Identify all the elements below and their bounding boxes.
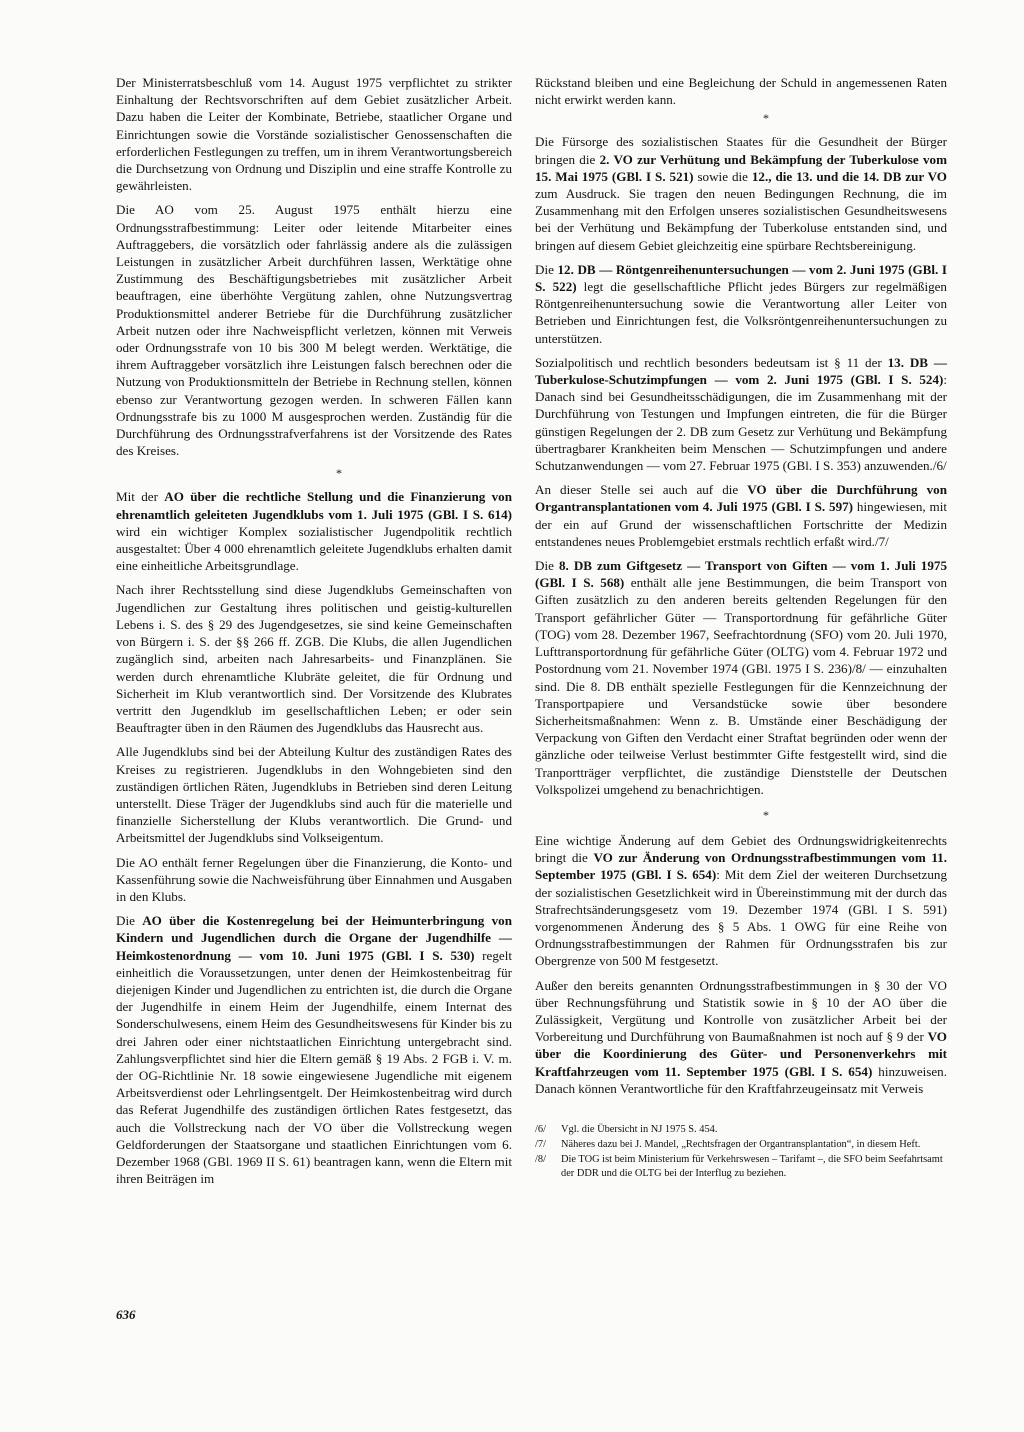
paragraph: Eine wichtige Änderung auf dem Gebiet des Ordnungswidrigkeitenrechts bringt die VO zur Änderung von Ordnungsstrafbestimmungen vom 11. September 1975 (GBl. I S. 654): Mit dem Ziel der weiteren Durchsetzung der sozialistischen Gesetzlichkeit wird in Übereinstimmung mit der durch das Strafrechtsänderungsgesetz vom 19. Dezember 1974 (GBl. I S. 591) vorgenommenen Änderung des § 5 Abs. 1 OWG für eine Reihe von Ordnungsstrafbestimmungen der Rahmen für Ordnungsstrafen bis zur Obergrenze von 500 M festgesetzt. (535, 832, 947, 969)
paragraph: Rückstand bleiben und eine Begleichung der Schuld in angemessenen Raten nicht erwirkt werden kann. (535, 75, 947, 108)
footnote (535, 1123, 947, 1136)
footnote-mark: /8/ (535, 1154, 546, 1166)
section-separator: * (763, 807, 769, 822)
footnote (535, 1138, 947, 1151)
paragraph: Die AO über die Kostenregelung bei der Heimunterbringung von Kindern und Jugendlichen durch die Organe der Jugendhilfe — Heimkostenordnung — vom 10. Juni 1975 (GBl. I S. 530) regelt einheitlich die Voraussetzungen, unter denen der Heimkostenbeitrag für diejenigen Kinder und Jugendlichen zu entrichten ist, die durch die Organe der Jugendhilfe in einem Heim der Jugendhilfe, einem Internat des Sonderschulwesens, einem Heim des Gesundheitswesens für Kinder bis zu drei Jahren oder einer nichtstaatlichen Einrichtung untergebracht sind. Zahlungsverpflichtet sind hier die Eltern gemäß § 19 Abs. 2 FGB i. V. m. der OG-Richtlinie Nr. 18 sowie eingewiesene Jugendliche mit eigenem Arbeitsverdienst oder Lehrlingsentgelt. Der Heimkostenbeitrag wird durch das Referat Jugendhilfe des zuständigen örtlichen Rates festgesetzt, das auch die Vollstreckung nach der VO über die Vollstreckung wegen Geldforderungen der Staatsorgane und staatlichen Einrichtungen vom 6. Dezember 1968 (GBl. 1969 II S. 61) beantragen kann, wenn die Eltern mit ihren Beiträgen im (116, 913, 512, 1187)
paragraph: Alle Jugendklubs sind bei der Abteilung Kultur des zuständigen Rates des Kreises zu registrieren. Jugendklubs in den Wohngebieten sind den zuständigen örtlichen Räten, Jugendklubs in Betrieben sind deren Leitung unterstellt. Diese Träger der Jugendklubs sind auch für die materielle und finanzielle Sicherstellung der Klubs verantwortlich. Die Grund- und Arbeitsmittel der Jugendklubs sind Volkseigentum. (116, 744, 512, 846)
footnote-mark: /7/ (535, 1139, 546, 1151)
paragraph: Mit der AO über die rechtliche Stellung und die Finanzierung von ehrenamtlich geleiteten Jugendklubs vom 1. Juli 1975 (GBl. I S. 614) wird ein wichtiger Komplex sozialistischer Jugendpolitik rechtlich ausgestaltet: Über 4 000 ehrenamtlich geleitete Jugendklubs erhalten damit eine einheitliche Arbeitsgrundlage. (116, 489, 512, 574)
footnote-text: Vgl. die Übersicht in NJ 1975 S. 454. (561, 1123, 718, 1135)
paragraph: Sozialpolitisch und rechtlich besonders bedeutsam ist § 11 der 13. DB — Tuberkulose-Schutzimpfungen — vom 2. Juni 1975 (GBl. I S. 524): Danach sind bei Gesundheitsschädigungen, die im Zusammenhang mit der Durchführung von Testungen und Impfungen eintreten, die für die Bürger günstigen Regelungen der 2. DB zum Gesetz zur Verhütung und Bekämpfung übertragbarer Krankheiten beim Menschen — Schutzimpfungen und andere Schutzanwendungen — vom 27. Februar 1975 (GBl. I S. 353) anzuwenden./6/ (535, 354, 947, 474)
footnote-text: Näheres dazu bei J. Mandel, „Rechtsfragen der Organtransplantation“, in diesem Heft. (561, 1139, 921, 1151)
footnote-text: Die TOG ist beim Ministerium für Verkehrswesen – Tarifamt –, die SFO beim Seefahrtsamt der DDR und die OLTG bei der Interflug zu beziehen. (561, 1154, 943, 1179)
paragraph: Die 8. DB zum Giftgesetz — Transport von Giften — vom 1. Juli 1975 (GBl. I S. 568) enthält alle jene Bestimmungen, die beim Transport von Giften zusätzlich zu den anderen bereits geltenden Regelungen für den Transport gefährlicher Güter — Transportordnung für gefährliche Güter (TOG) vom 28. Dezember 1967, Seefrachtordnung (SFO) vom 20. Juli 1970, Lufttransportordnung für gefährliche Güter (OLTG) vom 4. Februar 1972 und Postordnung vom 21. November 1974 (GBl. 1975 I S. 236)/8/ — einzuhalten sind. Die 8. DB enthält spezielle Festlegungen für die Kennzeichnung der Transportpapiere und Versandstücke sowie über besondere Sicherheitsmaßnahmen: Wenn z. B. Umstände einer Beschädigung der Verpackung von Giften den Verdacht einer Straftat begründen oder wenn der gänzliche oder teilweise Verlust bestimmter Gifte festgestellt wird, sind die Tranportträger verpflichtet, die zuständige Dienststelle der Deutschen Volkspolizei umgehend zu benachrichtigen. (535, 558, 948, 797)
paragraph: Der Ministerratsbeschluß vom 14. August 1975 verpflichtet zu strikter Einhaltung der Rechtsvorschriften auf dem Gebiet zusätzlicher Arbeit. Dazu haben die Leiter der Kombinate, Betriebe, staatlicher Organe und Einrichtungen sowie die Vorstände sozialistischer Genossenschaften die erforderlichen Festlegungen zu treffen, um in ihrem Verantwortungsbereich die Durchsetzung von Ordnung und Disziplin und eine straffe Kontrolle zu gewährleisten. (116, 75, 512, 194)
paragraph: Außer den bereits genannten Ordnungsstrafbestimmungen in § 30 der VO über Rechnungsführung und Statistik sowie in § 10 der AO über die Zulässigkeit, Vergütung und Kontrolle von zusätzlicher Arbeit bei der Vorbereitung und Durchführung von Baumaßnahmen ist noch auf § 9 der VO über die Koordinierung des Güter- und Personenverkehrs mit Kraftfahrzeugen vom 11. September 1975 (GBl. I S. 654) hinzuweisen. Danach können Verantwortliche für den Kraftfahrzeugeinsatz mit Verweis (535, 977, 947, 1096)
paragraph: Die AO vom 25. August 1975 enthält hierzu eine Ordnungsstrafbestimmung: Leiter oder leitende Mitarbeiter eines Auftraggebers, die vorsätzlich oder fahrlässig andere als die zulässigen Leistungen in zusätzlicher Arbeit durchführen lassen, Werktätige ohne Zustimmung des Beschäftigungsbetriebes mit zusätzlicher Arbeit beauftragen, eine überhöhte Vergütung zahlen, ohne Nutzungsvertrag Produktionsmittel anderer Betriebe für die Durchführung zusätzlicher Arbeit nutzen oder ihre Nachweispflicht verletzen, können mit Verweis oder Ordnungsstrafe von 10 bis 300 M belegt werden. Werktätige, die ihrem Auftraggeber vorsätzlich ihre Leistungen falsch berechnen oder die Nutzung von Produktionsmitteln der Betriebe in Rechnung stellen, können ebenso zur Verantwortung gezogen werden. In schweren Fällen kann Ordnungsstrafe bis zu 1000 M ausgesprochen werden. Zuständig für die Durchführung des Ordnungsstrafverfahrens ist der Vorsitzende des Rates des Kreises. (116, 202, 512, 459)
right-column (535, 74, 947, 1182)
footnote-mark: /6/ (535, 1123, 546, 1135)
paragraph: Die 12. DB — Röntgenreihenuntersuchungen — vom 2. Juni 1975 (GBl. I S. 522) legt die gesellschaftliche Pflicht jedes Bürgers zur regelmäßigen Röntgenreihenuntersuchung sowie die Verantwortung aller Leiter von Betrieben und Einrichtungen fest, die Volksröntgenreihenuntersuchungen zu unterstützen. (535, 261, 947, 346)
paragraph: An dieser Stelle sei auch auf die VO über die Durchführung von Organtransplantationen vom 4. Juli 1975 (GBl. I S. 597) hingewiesen, mit der ein auf Grund der wissenschaftlichen Fortschritte der Medizin entstandenes neues Problemgebiet erstmals rechtlich erfaßt wird./7/ (535, 482, 947, 549)
paragraph: Die Fürsorge des sozialistischen Staates für die Gesundheit der Bürger bringen die 2. VO zur Verhütung und Bekämpfung der Tuberkulose vom 15. Mai 1975 (GBl. I S. 521) sowie die 12., die 13. und die 14. DB zur VO zum Ausdruck. Sie tragen den neuen Bedingungen Rechnung, die im Zusammenhang mit den Erfolgen unseres sozialistischen Gesundheitswesens bei der Verhütung und Bekämpfung der Tuberkoluse entstanden sind, und bringen auf diesem Gebiet gleichzeitig eine spürbare Rechtsbereinigung. (535, 134, 947, 253)
paragraph: Nach ihrer Rechtsstellung sind diese Jugendklubs Gemeinschaften von Jugendlichen zur Gestaltung ihres politischen und geistig-kulturellen Lebens i. S. des § 29 des Jugendgesetzes, sie sind keine Gemeinschaften von Bürgern i. S. der §§ 266 ff. ZGB. Die Klubs, die allen Jugendlichen zugänglich sind, arbeiten nach Jahresarbeits- und Finanzplänen. Sie werden durch ehrenamtliche Klubräte geleitet, die für Ordnung und Sicherheit im Klub verantwortlich sind. Der Vorsitzende des Klubrates vertritt den Jugendklub im gesellschaftlichen Leben; er oder sein Beauftragter üben in den Räumen des Jugendklubs das Hausrecht aus. (116, 582, 512, 736)
left-column (116, 74, 512, 1194)
section-separator: * (336, 466, 342, 481)
paragraph: Die AO enthält ferner Regelungen über die Finanzierung, die Konto- und Kassenführung sowie die Nachweisführung über Einnahmen und Ausgaben in den Klubs. (116, 854, 512, 904)
page-number: 636 (116, 1307, 136, 1322)
footnotes (535, 1123, 947, 1180)
section-separator: * (763, 111, 769, 126)
footnote (535, 1153, 947, 1179)
